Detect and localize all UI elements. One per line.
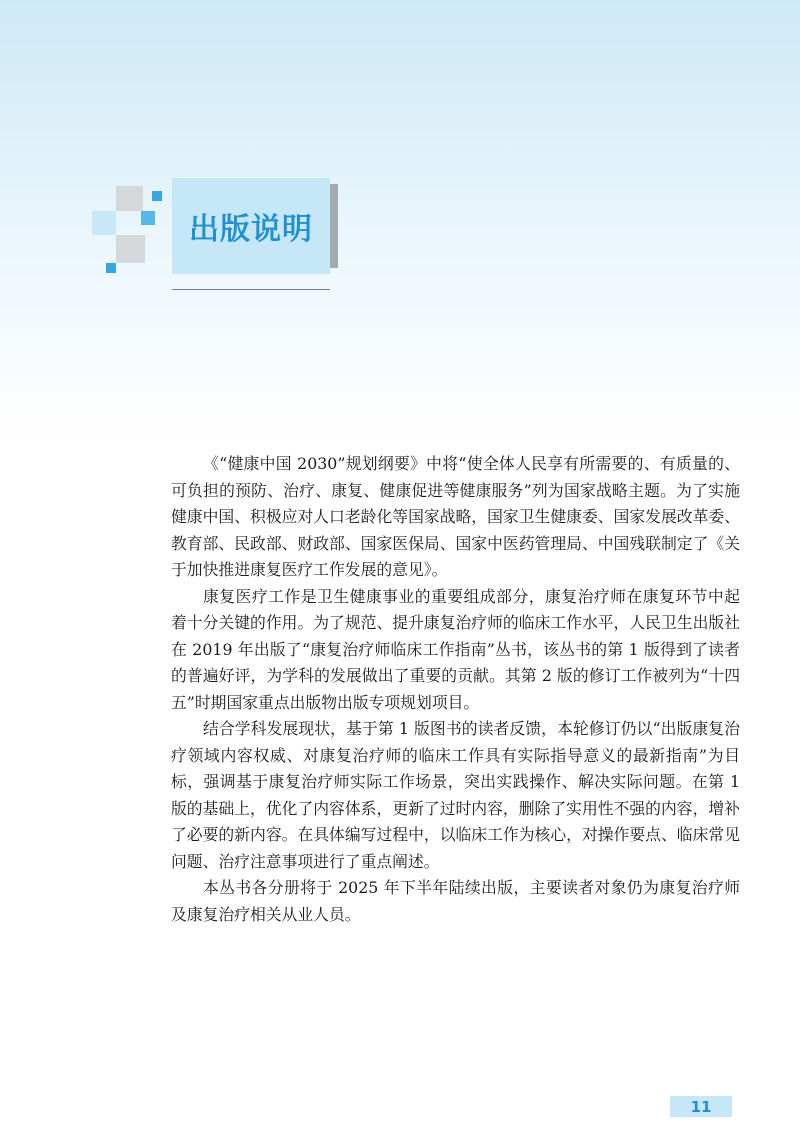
paragraph-4: 本丛书各分册将于 2025 年下半年陆续出版，主要读者对象仍为康复治疗师及康复治疗相关从业人员。 [171, 878, 740, 924]
title-box [172, 178, 330, 274]
paragraph-3: 结合学科发展现状，基于第 1 版图书的读者反馈，本轮修订仍以“出版康复治疗领域内容权威、对康复治疗师的临床工作具有实际指导意义的最新指南”为目标，强调基于康复治疗师实际工作场景，突出实践操作、解决实际问题。在第 1 版的基础上，优化了内容体系，更新了过时内容，删除了实用性不强的内容，增补了必要的新内容。在具体编写过程中，以临床工作为核心，对操作要点、临床常见问题、治疗注意事项进行了重点阐述。 [171, 719, 740, 871]
decor-square-blue-bottom [106, 263, 116, 273]
page-number: 11 [690, 1097, 712, 1116]
page-number-box [670, 1096, 732, 1117]
decor-square-blue-small [152, 191, 162, 201]
decor-square-gray-top [116, 186, 143, 211]
decor-square-gray-large [116, 235, 145, 263]
paragraph-1: 《“健康中国 2030”规划纲要》中将“使全体人民享有所需要的、有质量的、可负担的预防、治疗、康复、健康促进等健康服务”列为国家战略主题。为了实施健康中国、积极应对人口老龄化等国家战略，国家卫生健康委、国家发展改革委、教育部、民政部、财政部、国家医保局、国家中医药管理局、中国残联制定了《关于加快推进康复医疗工作发展的意见》。 [171, 454, 740, 579]
body-text [171, 451, 740, 928]
title-underline [172, 289, 330, 290]
decor-square-blue-mid [141, 211, 155, 225]
page-title: 出版说明 [189, 212, 313, 247]
decor-square-light-left [92, 211, 116, 235]
paragraph-2: 康复医疗工作是卫生健康事业的重要组成部分，康复治疗师在康复环节中起着十分关键的作用。为了规范、提升康复治疗师的临床工作水平，人民卫生出版社在 2019 年出版了“康复治疗师临床工作指南”丛书，该丛书的第 1 版得到了读者的普遍好评，为学科的发展做出了重要的贡献。其第 2 版的修订工作被列为“十四五”时期国家重点出版物出版专项规划项目。 [171, 586, 740, 712]
